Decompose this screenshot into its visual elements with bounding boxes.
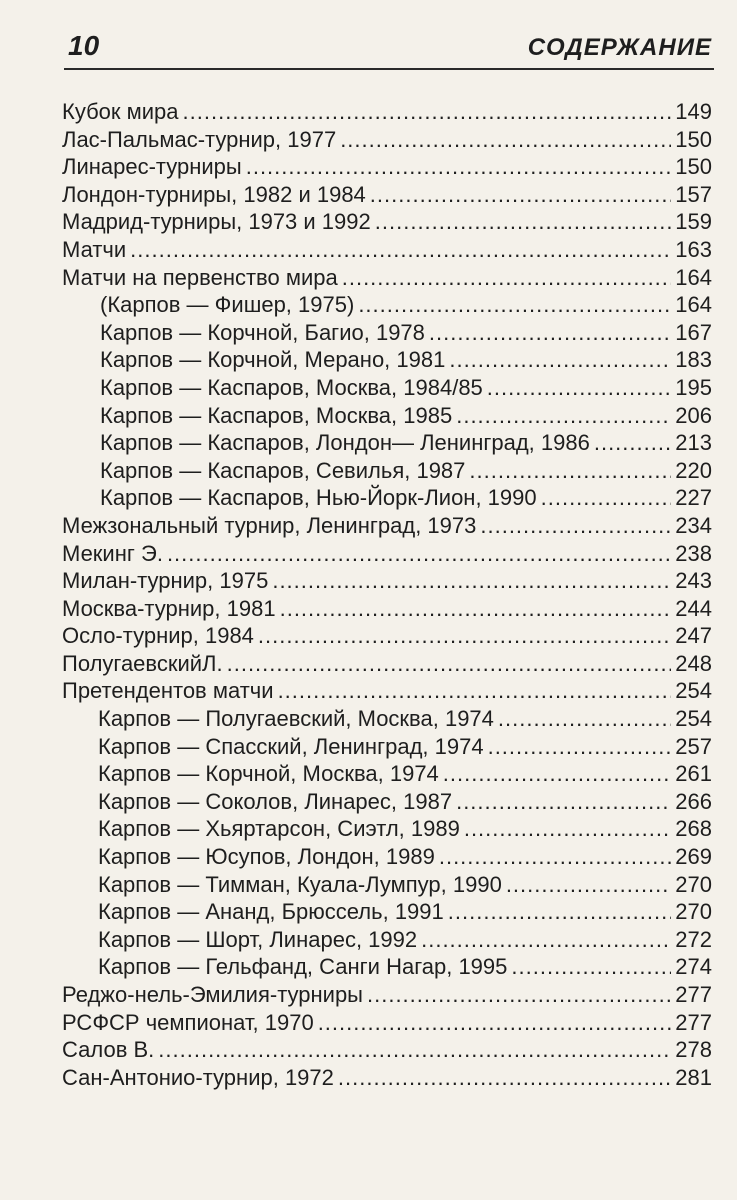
toc-entry-page: 248 [675, 650, 712, 676]
toc-entry-title: Карпов — Соколов, Линарес, 1987 [98, 788, 453, 814]
dot-leader [448, 898, 672, 926]
toc-entry-title: Карпов — Каспаров, Лондон— Ленинград, 1986 [100, 430, 590, 456]
toc-entry [62, 484, 712, 512]
section-title: СОДЕРЖАНИЕ [527, 34, 712, 61]
toc-entry-title: Претендентов матчи [62, 678, 274, 704]
toc-entry [62, 926, 712, 954]
toc-entry-page: 270 [675, 899, 712, 925]
dot-leader [456, 402, 671, 430]
toc-entry [62, 595, 712, 623]
toc-entry [62, 1036, 712, 1064]
dot-leader [443, 760, 671, 788]
dot-leader [375, 208, 672, 236]
toc-entry-title: Реджо-нель-Эмилия-турниры [62, 982, 363, 1007]
toc-entry [62, 815, 712, 843]
dot-leader [370, 181, 671, 209]
toc-entry [62, 540, 712, 568]
toc-entry-title: Сан-Антонио-турнир, 1972 [62, 1064, 334, 1090]
toc-entry [62, 567, 712, 595]
toc-entry-title: Карпов — Каспаров, Москва, 1985 [100, 402, 453, 428]
toc-entry-page: 281 [675, 1064, 712, 1090]
toc-entry-page: 277 [675, 1009, 712, 1035]
toc-entry [62, 153, 712, 181]
toc-entry [62, 843, 712, 871]
toc-entry-page: 269 [675, 844, 712, 870]
toc-entry [62, 650, 712, 678]
dot-leader [439, 843, 671, 871]
dot-leader [480, 512, 671, 540]
toc-entry [62, 1064, 712, 1092]
toc-entry-title: Карпов — Полугаевский, Москва, 1974 [98, 706, 494, 732]
toc-entry-page: 149 [675, 99, 712, 124]
dot-leader [318, 1009, 672, 1037]
dot-leader [340, 126, 671, 154]
toc-entry-title: Карпов — Хьяртарсон, Сиэтл, 1989 [98, 816, 460, 842]
toc-entry-title: Москва-турнир, 1981 [62, 595, 276, 621]
toc-entry [62, 98, 712, 126]
toc-entry-title: Карпов — Каспаров, Нью-Йорк-Лион, 1990 [100, 485, 537, 511]
toc-entry-title: Линарес-турниры [62, 154, 242, 180]
dot-leader [338, 1064, 671, 1092]
toc-entry-title: Карпов — Спасский, Ленинград, 1974 [98, 733, 484, 759]
toc-entry-title: Карпов — Корчной, Багио, 1978 [100, 319, 425, 345]
toc-entry-title: Салов В. [62, 1037, 155, 1063]
toc-entry [62, 291, 712, 319]
toc-entry [62, 457, 712, 485]
toc-entry-title: Карпов — Шорт, Линарес, 1992 [98, 926, 418, 952]
toc-entry-page: 164 [675, 264, 712, 290]
toc-entry [62, 677, 712, 705]
toc-entry-page: 243 [675, 568, 712, 594]
toc-entry-page: 150 [675, 126, 712, 152]
toc-entry-title: Межзональный турнир, Ленинград, 1973 [62, 512, 477, 538]
toc-entry-title: Карпов — Тимман, Куала-Лумпур, 1990 [98, 871, 502, 897]
toc-entry-title: Карпов — Юсупов, Лондон, 1989 [98, 844, 435, 870]
dot-leader [130, 236, 671, 264]
toc-entry [62, 346, 712, 374]
toc-entry-page: 164 [675, 292, 712, 318]
toc-entry-title: Мекинг Э. [62, 540, 163, 566]
table-of-contents [62, 98, 712, 1091]
toc-entry [62, 705, 712, 733]
toc-entry-title: Карпов — Корчной, Мерано, 1981 [100, 347, 446, 373]
toc-entry [62, 981, 712, 1009]
dot-leader [488, 733, 672, 761]
toc-entry-title: Лас-Пальмас-турнир, 1977 [62, 126, 337, 152]
toc-entry [62, 402, 712, 430]
toc-entry-page: 157 [675, 181, 712, 207]
toc-entry-page: 159 [675, 209, 712, 235]
dot-leader [498, 705, 671, 733]
toc-entry-title: Карпов — Каспаров, Москва, 1984/85 [100, 374, 483, 400]
dot-leader [487, 374, 671, 402]
dot-leader [429, 319, 671, 347]
toc-entry [62, 512, 712, 540]
toc-entry-title: ПолугаевскийЛ. [62, 650, 223, 676]
dot-leader [506, 871, 671, 899]
dot-leader [342, 264, 672, 292]
toc-entry-title: Матчи на первенство мира [62, 264, 338, 290]
toc-entry-page: 183 [675, 347, 712, 373]
toc-entry-page: 277 [675, 982, 712, 1007]
dot-leader [469, 457, 671, 485]
toc-entry-page: 272 [675, 926, 712, 952]
dot-leader [272, 567, 671, 595]
toc-entry-title: Осло-турнир, 1984 [62, 623, 254, 649]
page-number: 10 [68, 30, 100, 61]
toc-entry-page: 261 [675, 761, 712, 787]
toc-entry-page: 234 [675, 512, 712, 538]
toc-entry [62, 733, 712, 761]
toc-entry [62, 788, 712, 816]
toc-entry-page: 213 [675, 430, 712, 456]
dot-leader [449, 346, 671, 374]
dot-leader [358, 291, 671, 319]
toc-entry [62, 208, 712, 236]
toc-entry-title: Карпов — Гельфанд, Санги Нагар, 1995 [98, 954, 508, 980]
dot-leader [227, 650, 672, 678]
toc-entry-title: Карпов — Каспаров, Севилья, 1987 [100, 457, 466, 483]
toc-entry-page: 268 [675, 816, 712, 842]
dot-leader [511, 953, 671, 981]
dot-leader [421, 926, 671, 954]
toc-entry-page: 257 [675, 733, 712, 759]
dot-leader [280, 595, 672, 623]
toc-entry [62, 236, 712, 264]
toc-entry-page: 244 [675, 595, 712, 621]
toc-entry-page: 247 [675, 623, 712, 649]
toc-entry [62, 374, 712, 402]
toc-entry-page: 278 [675, 1037, 712, 1063]
toc-entry-page: 274 [675, 954, 712, 980]
toc-entry [62, 429, 712, 457]
toc-entry [62, 898, 712, 926]
toc-entry-title: Милан-турнир, 1975 [62, 568, 269, 594]
toc-entry-page: 227 [675, 485, 712, 511]
toc-entry [62, 1009, 712, 1037]
toc-entry-page: 270 [675, 871, 712, 897]
dot-leader [258, 622, 671, 650]
toc-entry-title: Карпов — Корчной, Москва, 1974 [98, 761, 439, 787]
toc-entry-page: 150 [675, 154, 712, 180]
toc-entry-page: 206 [675, 402, 712, 428]
toc-entry [62, 871, 712, 899]
dot-leader [541, 484, 672, 512]
toc-entry-title: (Карпов — Фишер, 1975) [100, 292, 355, 318]
dot-leader [278, 677, 672, 705]
page-header [64, 28, 714, 70]
toc-entry [62, 622, 712, 650]
toc-entry-page: 238 [675, 540, 712, 566]
toc-entry [62, 760, 712, 788]
toc-entry-title: Матчи [62, 236, 127, 262]
toc-entry-title: Лондон-турниры, 1982 и 1984 [62, 181, 366, 207]
toc-entry [62, 319, 712, 347]
dot-leader [594, 429, 671, 457]
toc-entry [62, 953, 712, 981]
toc-entry-page: 266 [675, 788, 712, 814]
toc-entry [62, 181, 712, 209]
toc-entry-page: 254 [675, 706, 712, 732]
toc-entry-title: Карпов — Ананд, Брюссель, 1991 [98, 899, 444, 925]
toc-entry-page: 167 [675, 319, 712, 345]
dot-leader [367, 981, 671, 1009]
dot-leader [464, 815, 671, 843]
toc-entry-page: 163 [675, 236, 712, 262]
dot-leader [158, 1036, 671, 1064]
dot-leader [246, 153, 672, 181]
toc-entry [62, 126, 712, 154]
dot-leader [456, 788, 671, 816]
toc-entry-page: 220 [675, 457, 712, 483]
toc-entry-title: РСФСР чемпионат, 1970 [62, 1009, 314, 1035]
toc-entry-page: 254 [675, 678, 712, 704]
toc-entry-title: Кубок мира [62, 99, 179, 124]
dot-leader [167, 540, 671, 568]
toc-entry [62, 264, 712, 292]
dot-leader [183, 98, 672, 126]
toc-entry-page: 195 [675, 374, 712, 400]
toc-entry-title: Мадрид-турниры, 1973 и 1992 [62, 209, 371, 235]
